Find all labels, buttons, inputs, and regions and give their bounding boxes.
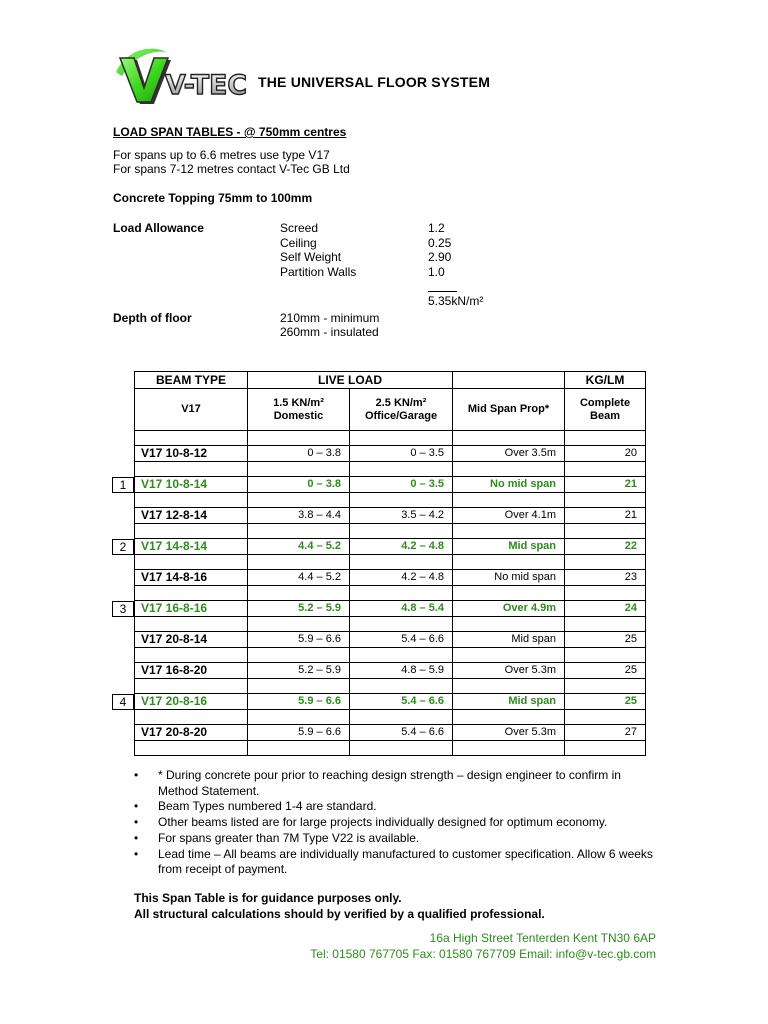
empty-cell	[565, 617, 646, 632]
mid-span-prop-cell: No mid span	[453, 477, 565, 493]
empty-cell	[565, 431, 646, 446]
mid-span-prop-cell: Over 5.3m	[453, 663, 565, 679]
empty-cell	[135, 741, 248, 756]
mid-span-prop-cell: Mid span	[453, 539, 565, 555]
spacer-row	[135, 431, 646, 446]
domestic-span-cell: 5.2 – 5.9	[248, 601, 350, 617]
list-item: • For spans greater than 7M Type V22 is available.	[134, 831, 654, 847]
table-row	[135, 725, 646, 741]
empty-cell	[248, 493, 350, 508]
topping-note: Concrete Topping 75mm to 100mm	[113, 191, 313, 205]
beam-type-cell: V17 20-8-16	[135, 694, 248, 710]
total-rule	[428, 291, 457, 292]
spacer-row	[135, 524, 646, 539]
load-item-name: Self Weight	[280, 250, 342, 264]
beam-type-cell: V17 20-8-14	[135, 632, 248, 648]
prop-header: Mid Span Prop*	[453, 389, 565, 431]
kg-lm-cell: 25	[565, 632, 646, 648]
empty-cell	[248, 617, 350, 632]
spacer-row	[135, 648, 646, 663]
mid-span-prop-cell: Over 5.3m	[453, 725, 565, 741]
empty-cell	[350, 741, 453, 756]
empty-cell	[453, 431, 565, 446]
office-header: 2.5 KN/m² Office/Garage	[350, 389, 453, 431]
empty-cell	[248, 648, 350, 663]
kg-lm-cell: 20	[565, 446, 646, 462]
table-row	[135, 446, 646, 462]
empty-cell	[565, 555, 646, 570]
table-row	[135, 508, 646, 524]
load-item-name: Screed	[280, 221, 319, 235]
spacer-row	[135, 462, 646, 477]
empty-cell	[453, 462, 565, 477]
kg-lm-cell: 25	[565, 663, 646, 679]
depth-insulated: 260mm - insulated	[280, 325, 379, 339]
empty-cell	[453, 679, 565, 694]
empty-cell	[350, 431, 453, 446]
live-load-header: LIVE LOAD	[248, 372, 453, 389]
beam-type-cell: V17 10-8-12	[135, 446, 248, 462]
table-row	[135, 694, 646, 710]
table-row	[135, 663, 646, 679]
footer-contact	[310, 931, 656, 962]
office-span-cell: 4.8 – 5.9	[350, 663, 453, 679]
empty-cell	[248, 586, 350, 601]
beam-number-box: 4	[112, 694, 134, 710]
empty-cell	[350, 524, 453, 539]
domestic-span-cell: 4.4 – 5.2	[248, 539, 350, 555]
spacer-row	[135, 710, 646, 725]
empty-cell	[565, 741, 646, 756]
spacer-row	[135, 741, 646, 756]
load-allowance-label: Load Allowance	[113, 221, 204, 235]
empty-cell	[565, 648, 646, 663]
table-row	[135, 539, 646, 555]
guidance-note	[134, 891, 545, 922]
mid-span-prop-cell: Over 3.5m	[453, 446, 565, 462]
empty-cell	[565, 710, 646, 725]
empty-cell	[350, 586, 453, 601]
empty-cell	[453, 586, 565, 601]
spacer-row	[135, 617, 646, 632]
beam-type-cell: V17 14-8-16	[135, 570, 248, 586]
empty-cell	[453, 493, 565, 508]
notes-list	[134, 768, 654, 878]
office-span-cell: 0 – 3.5	[350, 477, 453, 493]
kg-lm-cell: 23	[565, 570, 646, 586]
empty-cell	[453, 524, 565, 539]
list-item: • Beam Types numbered 1-4 are standard.	[134, 799, 654, 815]
empty-cell	[350, 710, 453, 725]
beam-type-cell: V17 14-8-14	[135, 539, 248, 555]
beam-type-cell: V17 12-8-14	[135, 508, 248, 524]
empty-cell	[135, 431, 248, 446]
empty-cell	[135, 493, 248, 508]
empty-cell	[453, 710, 565, 725]
kg-lm-cell: 24	[565, 601, 646, 617]
domestic-span-cell: 0 – 3.8	[248, 477, 350, 493]
empty-cell	[248, 710, 350, 725]
office-span-cell: 5.4 – 6.6	[350, 694, 453, 710]
domestic-span-cell: 5.9 – 6.6	[248, 632, 350, 648]
beam-type-cell: V17 10-8-14	[135, 477, 248, 493]
empty-cell	[135, 679, 248, 694]
guidance-line-1: This Span Table is for guidance purposes only.	[134, 891, 402, 905]
spacer-row	[135, 586, 646, 601]
beam-type-cell: V17 16-8-16	[135, 601, 248, 617]
load-item-name: Ceiling	[280, 236, 317, 250]
empty-cell	[565, 462, 646, 477]
load-item-name: Partition Walls	[280, 265, 357, 279]
depth-label: Depth of floor	[113, 311, 192, 325]
footer-contact-line: Tel: 01580 767705 Fax: 01580 767709 Email: info@v-tec.gb.com	[310, 946, 656, 961]
office-span-cell: 4.2 – 4.8	[350, 570, 453, 586]
table-header-row	[135, 372, 646, 389]
load-item-value: 1.2	[428, 221, 445, 235]
v17-header: V17	[135, 389, 248, 431]
empty-cell	[135, 648, 248, 663]
table-row	[135, 570, 646, 586]
logo-text: V-TEC	[165, 70, 247, 101]
beam-number-box: 1	[112, 477, 134, 493]
empty-cell	[135, 710, 248, 725]
mid-span-prop-cell: Mid span	[453, 694, 565, 710]
mid-span-prop-cell: Mid span	[453, 632, 565, 648]
table-row	[135, 477, 646, 493]
section-heading: LOAD SPAN TABLES - @ 750mm centres	[113, 125, 347, 139]
domestic-header: 1.5 KN/m² Domestic	[248, 389, 350, 431]
empty-cell	[248, 741, 350, 756]
domestic-span-cell: 3.8 – 4.4	[248, 508, 350, 524]
load-total: 5.35kN/m²	[428, 294, 484, 308]
load-item-value: 1.0	[428, 265, 445, 279]
spacer-row	[135, 679, 646, 694]
empty-cell	[350, 648, 453, 663]
empty-cell	[248, 679, 350, 694]
domestic-span-cell: 5.9 – 6.6	[248, 725, 350, 741]
empty-header-cell	[453, 372, 565, 389]
intro-line-2: For spans 7-12 metres contact V-Tec GB Ltd	[113, 162, 350, 176]
load-item-value: 2.90	[428, 250, 452, 264]
empty-cell	[248, 431, 350, 446]
guidance-line-2: All structural calculations should by verified by a qualified professional.	[134, 906, 545, 921]
complete-beam-header: Complete Beam	[565, 389, 646, 431]
depth-min: 210mm - minimum	[280, 311, 380, 325]
list-item: • Lead time – All beams are individually manufactured to customer specification. Allow 6 weeks from receipt of payment.	[134, 847, 654, 878]
beam-type-cell: V17 20-8-20	[135, 725, 248, 741]
mid-span-prop-cell: Over 4.1m	[453, 508, 565, 524]
domestic-span-cell: 5.2 – 5.9	[248, 663, 350, 679]
empty-cell	[350, 555, 453, 570]
list-item: • Other beams listed are for large projects individually designed for optimum economy.	[134, 815, 654, 831]
spacer-row	[135, 555, 646, 570]
domestic-span-cell: 0 – 3.8	[248, 446, 350, 462]
kg-lm-cell: 22	[565, 539, 646, 555]
empty-cell	[350, 679, 453, 694]
domestic-span-cell: 5.9 – 6.6	[248, 694, 350, 710]
table-row	[135, 632, 646, 648]
load-span-table	[134, 371, 646, 756]
table-subheader-row	[135, 389, 646, 431]
empty-cell	[135, 617, 248, 632]
office-span-cell: 4.2 – 4.8	[350, 539, 453, 555]
v-tec-logo	[110, 42, 252, 104]
beam-number-box: 2	[112, 539, 134, 555]
empty-cell	[565, 493, 646, 508]
mid-span-prop-cell: No mid span	[453, 570, 565, 586]
beam-type-header: BEAM TYPE	[135, 372, 248, 389]
beam-number-box: 3	[112, 601, 134, 617]
office-span-cell: 3.5 – 4.2	[350, 508, 453, 524]
kg-lm-header: KG/LM	[565, 372, 646, 389]
empty-cell	[565, 524, 646, 539]
page-title: THE UNIVERSAL FLOOR SYSTEM	[258, 74, 491, 90]
empty-cell	[350, 617, 453, 632]
beam-type-cell: V17 16-8-20	[135, 663, 248, 679]
list-item: • * During concrete pour prior to reaching design strength – design engineer to confirm in Method Statement.	[134, 768, 654, 799]
empty-cell	[453, 617, 565, 632]
empty-cell	[135, 586, 248, 601]
empty-cell	[248, 524, 350, 539]
office-span-cell: 4.8 – 5.4	[350, 601, 453, 617]
footer-address: 16a High Street Tenterden Kent TN30 6AP	[429, 931, 656, 945]
kg-lm-cell: 21	[565, 508, 646, 524]
empty-cell	[135, 524, 248, 539]
kg-lm-cell: 25	[565, 694, 646, 710]
empty-cell	[453, 741, 565, 756]
empty-cell	[350, 462, 453, 477]
table-row	[135, 601, 646, 617]
office-span-cell: 0 – 3.5	[350, 446, 453, 462]
load-item-value: 0.25	[428, 236, 452, 250]
empty-cell	[453, 555, 565, 570]
spacer-row	[135, 493, 646, 508]
kg-lm-cell: 27	[565, 725, 646, 741]
empty-cell	[565, 586, 646, 601]
empty-cell	[135, 555, 248, 570]
empty-cell	[453, 648, 565, 663]
empty-cell	[565, 679, 646, 694]
empty-cell	[350, 493, 453, 508]
kg-lm-cell: 21	[565, 477, 646, 493]
domestic-span-cell: 4.4 – 5.2	[248, 570, 350, 586]
empty-cell	[248, 462, 350, 477]
empty-cell	[135, 462, 248, 477]
empty-cell	[248, 555, 350, 570]
office-span-cell: 5.4 – 6.6	[350, 632, 453, 648]
office-span-cell: 5.4 – 6.6	[350, 725, 453, 741]
mid-span-prop-cell: Over 4.9m	[453, 601, 565, 617]
intro-line-1: For spans up to 6.6 metres use type V17	[113, 148, 330, 162]
